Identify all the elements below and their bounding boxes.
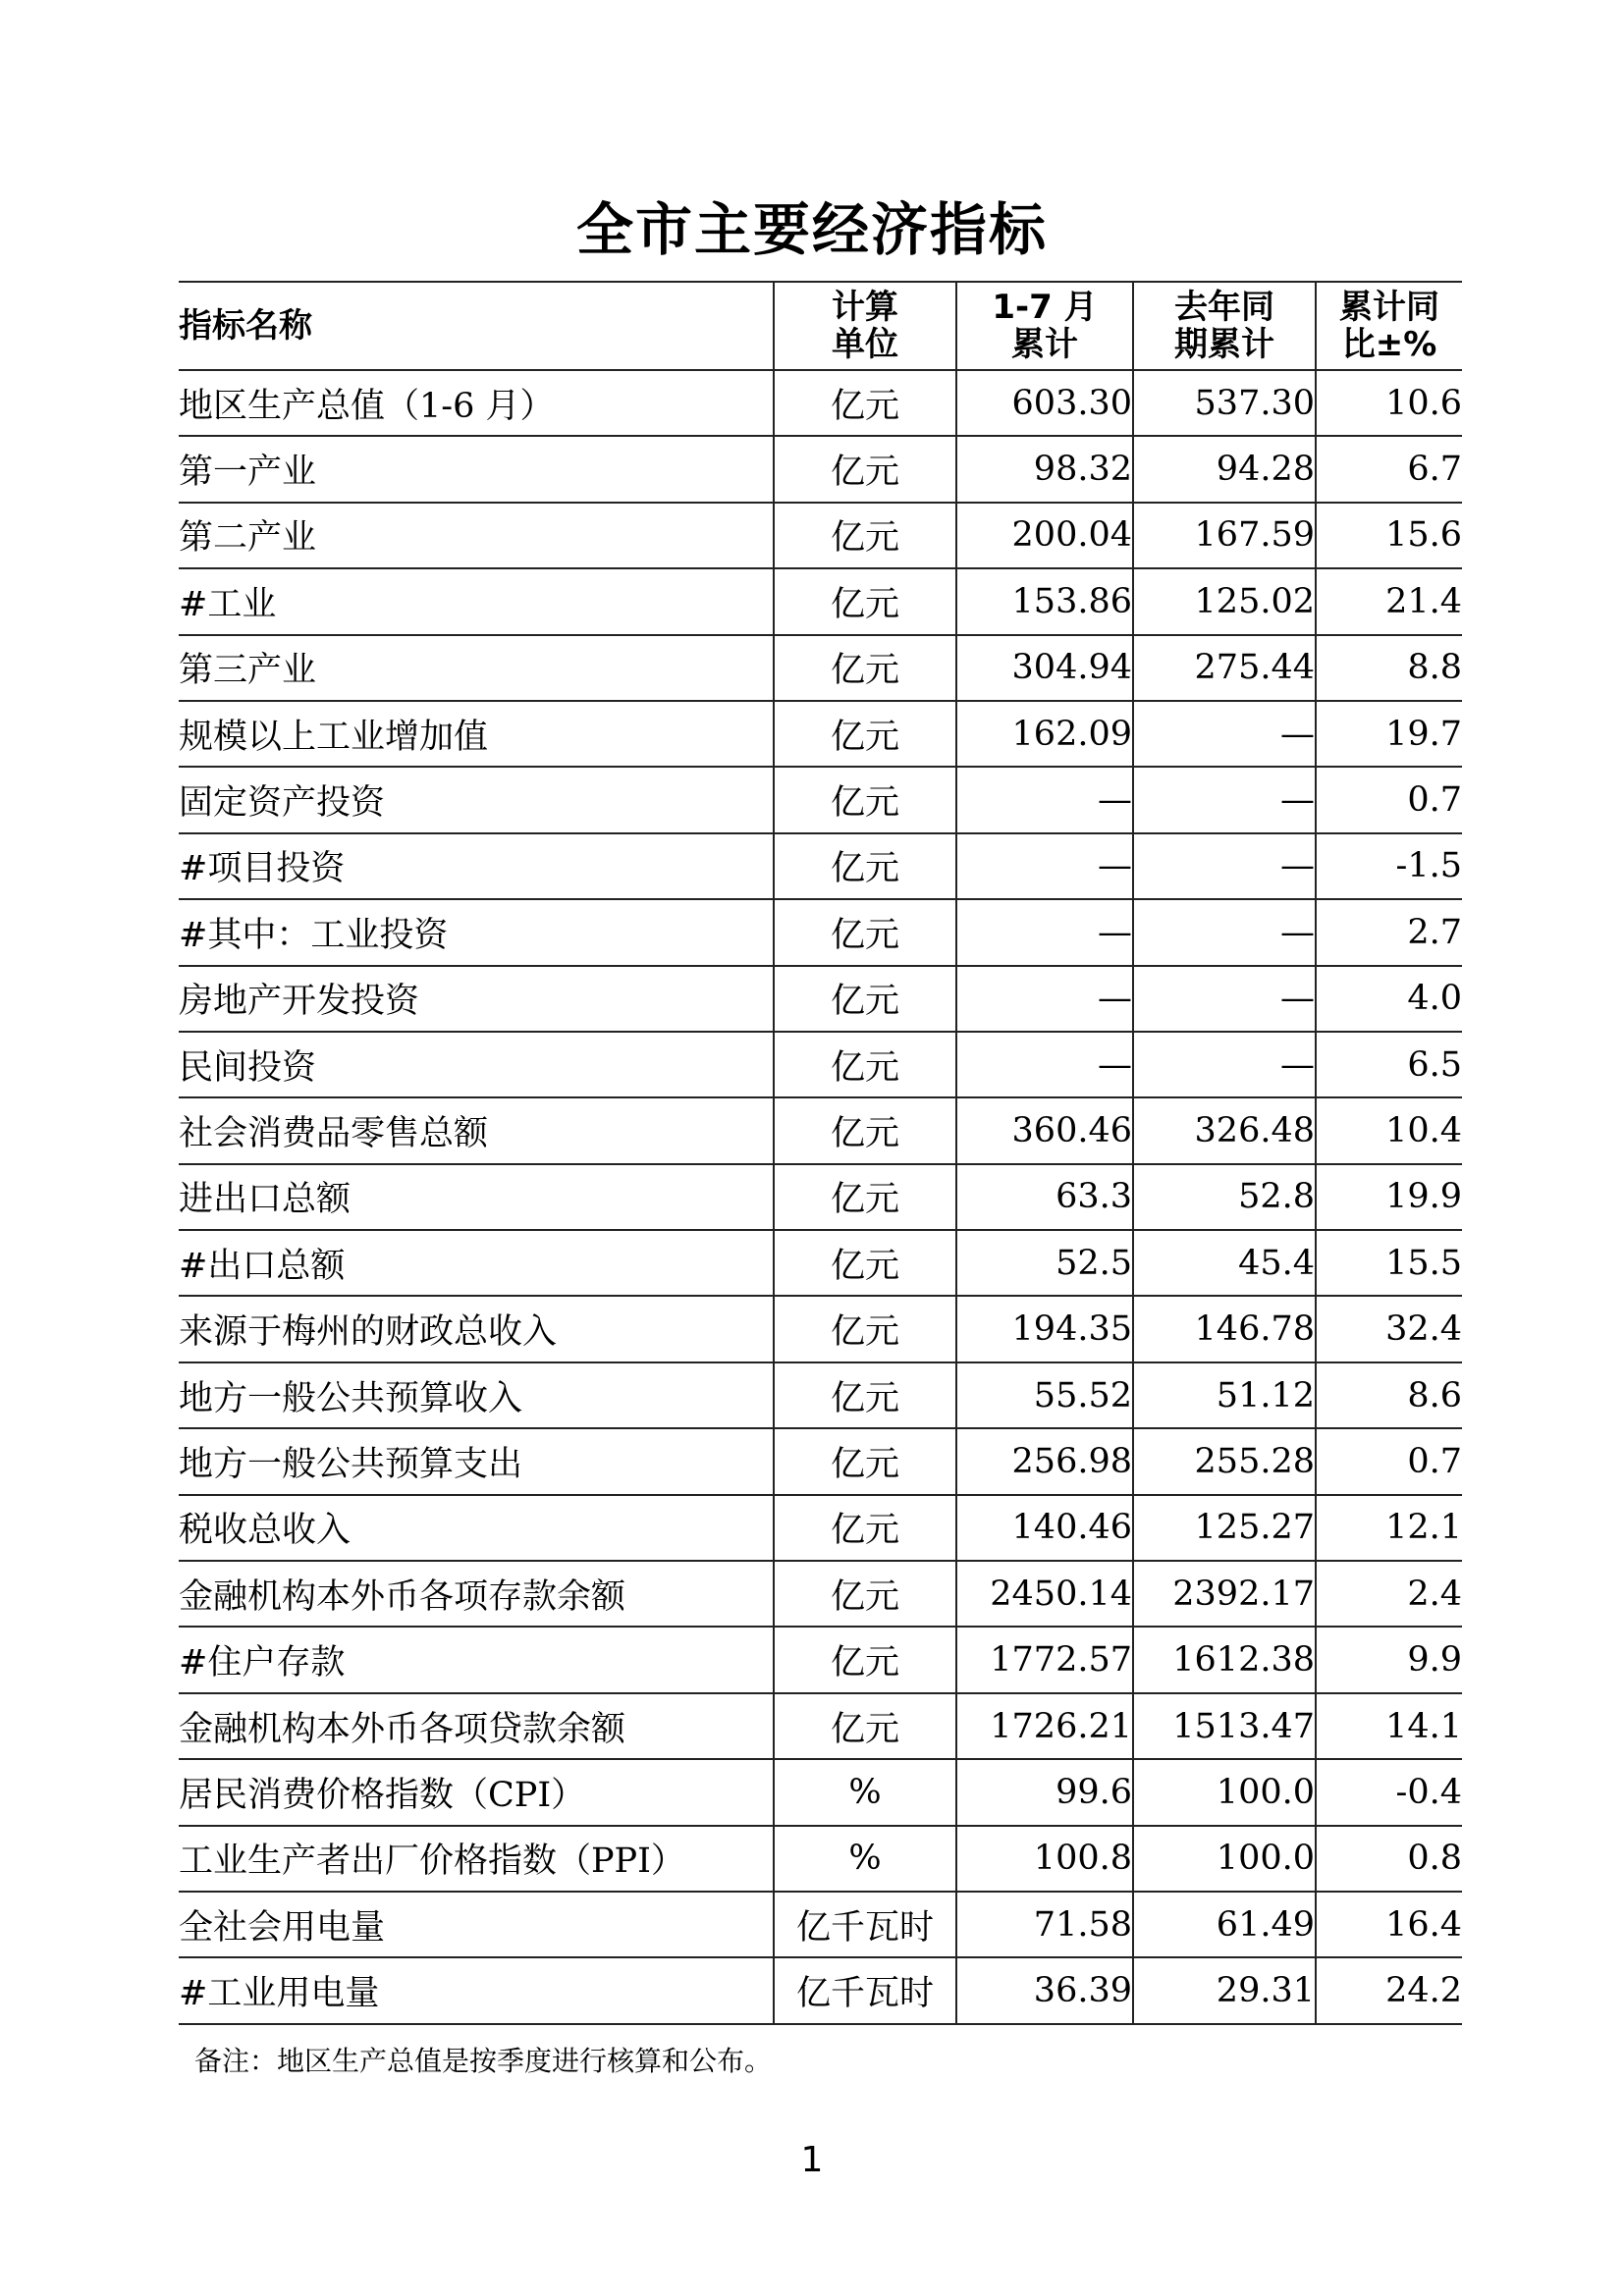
cell-indicator-name: #住户存款 [179,1627,774,1692]
cell-indicator-name: 税收总收入 [179,1495,774,1561]
cell-current: 63.3 [956,1164,1133,1230]
cell-unit: 亿元 [774,1296,956,1362]
cell-indicator-name: 居民消费价格指数（CPI） [179,1759,774,1825]
cell-yoy: 8.8 [1316,635,1462,701]
cell-yoy: 21.4 [1316,568,1462,634]
cell-unit: 亿元 [774,370,956,436]
cell-indicator-name: 规模以上工业增加值 [179,701,774,767]
cell-yoy: 15.5 [1316,1230,1462,1296]
cell-previous: 1612.38 [1133,1627,1316,1692]
header-previous [1133,282,1316,370]
cell-unit: 亿元 [774,966,956,1032]
cell-yoy: 0.7 [1316,1428,1462,1494]
table-row [179,1296,1462,1362]
header-current-line1: 1-7 月 [992,288,1098,327]
cell-yoy: 0.8 [1316,1826,1462,1892]
cell-yoy: 15.6 [1316,503,1462,568]
table-row [179,568,1462,634]
cell-indicator-name: #工业 [179,568,774,634]
table-row [179,767,1462,832]
cell-current: 1726.21 [956,1693,1133,1759]
cell-previous: — [1133,966,1316,1032]
cell-unit: 亿元 [774,635,956,701]
cell-previous: 61.49 [1133,1892,1316,1957]
table-row [179,899,1462,965]
cell-unit: 亿元 [774,1495,956,1561]
cell-current: 153.86 [956,568,1133,634]
page-title: 全市主要经济指标 [575,196,1048,263]
table-row [179,1164,1462,1230]
table-header-row [179,282,1462,370]
cell-indicator-name: 进出口总额 [179,1164,774,1230]
cell-yoy: 10.6 [1316,370,1462,436]
cell-current: 71.58 [956,1892,1133,1957]
cell-indicator-name: 固定资产投资 [179,767,774,832]
cell-yoy: -1.5 [1316,833,1462,899]
cell-yoy: 24.2 [1316,1957,1462,2023]
cell-unit: % [774,1759,956,1825]
cell-previous: 255.28 [1133,1428,1316,1494]
cell-unit: 亿元 [774,1428,956,1494]
header-yoy-line2: 比±% [1341,325,1437,364]
cell-previous: 100.0 [1133,1826,1316,1892]
cell-indicator-name: 工业生产者出厂价格指数（PPI） [179,1826,774,1892]
cell-previous: 1513.47 [1133,1693,1316,1759]
cell-current: — [956,767,1133,832]
cell-previous: 45.4 [1133,1230,1316,1296]
cell-yoy: 12.1 [1316,1495,1462,1561]
table-body [179,370,1462,2024]
cell-yoy: 8.6 [1316,1362,1462,1428]
cell-current: 162.09 [956,701,1133,767]
cell-current: 36.39 [956,1957,1133,2023]
cell-unit: 亿元 [774,1561,956,1627]
cell-previous: 52.8 [1133,1164,1316,1230]
table-row [179,1957,1462,2023]
cell-indicator-name: 社会消费品零售总额 [179,1097,774,1163]
cell-current: 200.04 [956,503,1133,568]
cell-current: 304.94 [956,635,1133,701]
cell-current: 194.35 [956,1296,1133,1362]
cell-current: 140.46 [956,1495,1133,1561]
cell-indicator-name: 地方一般公共预算支出 [179,1428,774,1494]
cell-previous: — [1133,1032,1316,1097]
cell-indicator-name: #项目投资 [179,833,774,899]
cell-indicator-name: #出口总额 [179,1230,774,1296]
cell-previous: 51.12 [1133,1362,1316,1428]
cell-previous: 125.02 [1133,568,1316,634]
header-unit-line2: 单位 [832,325,898,364]
cell-indicator-name: 地区生产总值（1-6 月） [179,370,774,436]
table-row [179,436,1462,502]
cell-indicator-name: 全社会用电量 [179,1892,774,1957]
cell-previous: 29.31 [1133,1957,1316,2023]
cell-previous: 100.0 [1133,1759,1316,1825]
cell-indicator-name: #工业用电量 [179,1957,774,2023]
cell-current: 99.6 [956,1759,1133,1825]
table-row [179,966,1462,1032]
cell-current: — [956,833,1133,899]
header-current [956,282,1133,370]
cell-unit: 亿元 [774,1032,956,1097]
cell-unit: 亿元 [774,1362,956,1428]
page-number: 1 [800,2140,824,2180]
cell-indicator-name: 房地产开发投资 [179,966,774,1032]
header-yoy [1316,282,1462,370]
cell-yoy: 2.7 [1316,899,1462,965]
cell-unit: 亿元 [774,1164,956,1230]
cell-unit: 亿元 [774,1627,956,1692]
cell-indicator-name: 第三产业 [179,635,774,701]
table-row [179,1032,1462,1097]
table-row [179,1561,1462,1627]
cell-current: — [956,899,1133,965]
cell-current: 98.32 [956,436,1133,502]
cell-current: 100.8 [956,1826,1133,1892]
table-row [179,1693,1462,1759]
cell-current: 55.52 [956,1362,1133,1428]
cell-yoy: 16.4 [1316,1892,1462,1957]
cell-unit: 亿千瓦时 [774,1892,956,1957]
cell-yoy: 19.9 [1316,1164,1462,1230]
cell-unit: 亿元 [774,1097,956,1163]
cell-current: — [956,966,1133,1032]
cell-yoy: 0.7 [1316,767,1462,832]
cell-current: 360.46 [956,1097,1133,1163]
table-row [179,370,1462,436]
table-row [179,1362,1462,1428]
cell-indicator-name: 第一产业 [179,436,774,502]
cell-unit: 亿千瓦时 [774,1957,956,2023]
cell-previous: — [1133,899,1316,965]
cell-current: 52.5 [956,1230,1133,1296]
cell-unit: % [774,1826,956,1892]
cell-indicator-name: 金融机构本外币各项贷款余额 [179,1693,774,1759]
header-yoy-line1: 累计同 [1339,288,1439,327]
cell-previous: — [1133,767,1316,832]
header-previous-line2: 期累计 [1174,325,1274,364]
cell-yoy: 10.4 [1316,1097,1462,1163]
cell-previous: 94.28 [1133,436,1316,502]
cell-current: — [956,1032,1133,1097]
cell-unit: 亿元 [774,1230,956,1296]
cell-unit: 亿元 [774,503,956,568]
cell-current: 2450.14 [956,1561,1133,1627]
table-row [179,1428,1462,1494]
cell-indicator-name: 民间投资 [179,1032,774,1097]
cell-unit: 亿元 [774,899,956,965]
cell-previous: 167.59 [1133,503,1316,568]
cell-previous: 537.30 [1133,370,1316,436]
table-row [179,1495,1462,1561]
cell-yoy: -0.4 [1316,1759,1462,1825]
cell-previous: 275.44 [1133,635,1316,701]
cell-previous: 125.27 [1133,1495,1316,1561]
cell-unit: 亿元 [774,568,956,634]
header-unit-line1: 计算 [832,288,898,327]
cell-unit: 亿元 [774,436,956,502]
cell-indicator-name: 来源于梅州的财政总收入 [179,1296,774,1362]
cell-yoy: 2.4 [1316,1561,1462,1627]
table-row [179,1627,1462,1692]
header-previous-line1: 去年同 [1174,288,1274,327]
cell-indicator-name: #其中：工业投资 [179,899,774,965]
table-row [179,1826,1462,1892]
cell-yoy: 4.0 [1316,966,1462,1032]
table-row [179,503,1462,568]
cell-yoy: 6.5 [1316,1032,1462,1097]
indicator-table [179,281,1462,2025]
cell-previous: 146.78 [1133,1296,1316,1362]
cell-current: 1772.57 [956,1627,1133,1692]
table-row [179,1892,1462,1957]
cell-previous: 326.48 [1133,1097,1316,1163]
cell-yoy: 32.4 [1316,1296,1462,1362]
cell-previous: — [1133,833,1316,899]
cell-yoy: 6.7 [1316,436,1462,502]
cell-previous: — [1133,701,1316,767]
table-row [179,1097,1462,1163]
cell-current: 256.98 [956,1428,1133,1494]
table-row [179,701,1462,767]
cell-previous: 2392.17 [1133,1561,1316,1627]
cell-yoy: 19.7 [1316,701,1462,767]
header-indicator-name: 指标名称 [179,282,774,370]
cell-unit: 亿元 [774,767,956,832]
footnote: 备注：地区生产总值是按季度进行核算和公布。 [194,2045,773,2077]
cell-current: 603.30 [956,370,1133,436]
cell-unit: 亿元 [774,1693,956,1759]
table-row [179,833,1462,899]
cell-indicator-name: 地方一般公共预算收入 [179,1362,774,1428]
cell-unit: 亿元 [774,701,956,767]
cell-indicator-name: 第二产业 [179,503,774,568]
cell-unit: 亿元 [774,833,956,899]
cell-yoy: 14.1 [1316,1693,1462,1759]
table-row [179,635,1462,701]
header-current-line2: 累计 [1011,325,1078,364]
table-row [179,1230,1462,1296]
header-unit [774,282,956,370]
cell-yoy: 9.9 [1316,1627,1462,1692]
table-row [179,1759,1462,1825]
cell-indicator-name: 金融机构本外币各项存款余额 [179,1561,774,1627]
